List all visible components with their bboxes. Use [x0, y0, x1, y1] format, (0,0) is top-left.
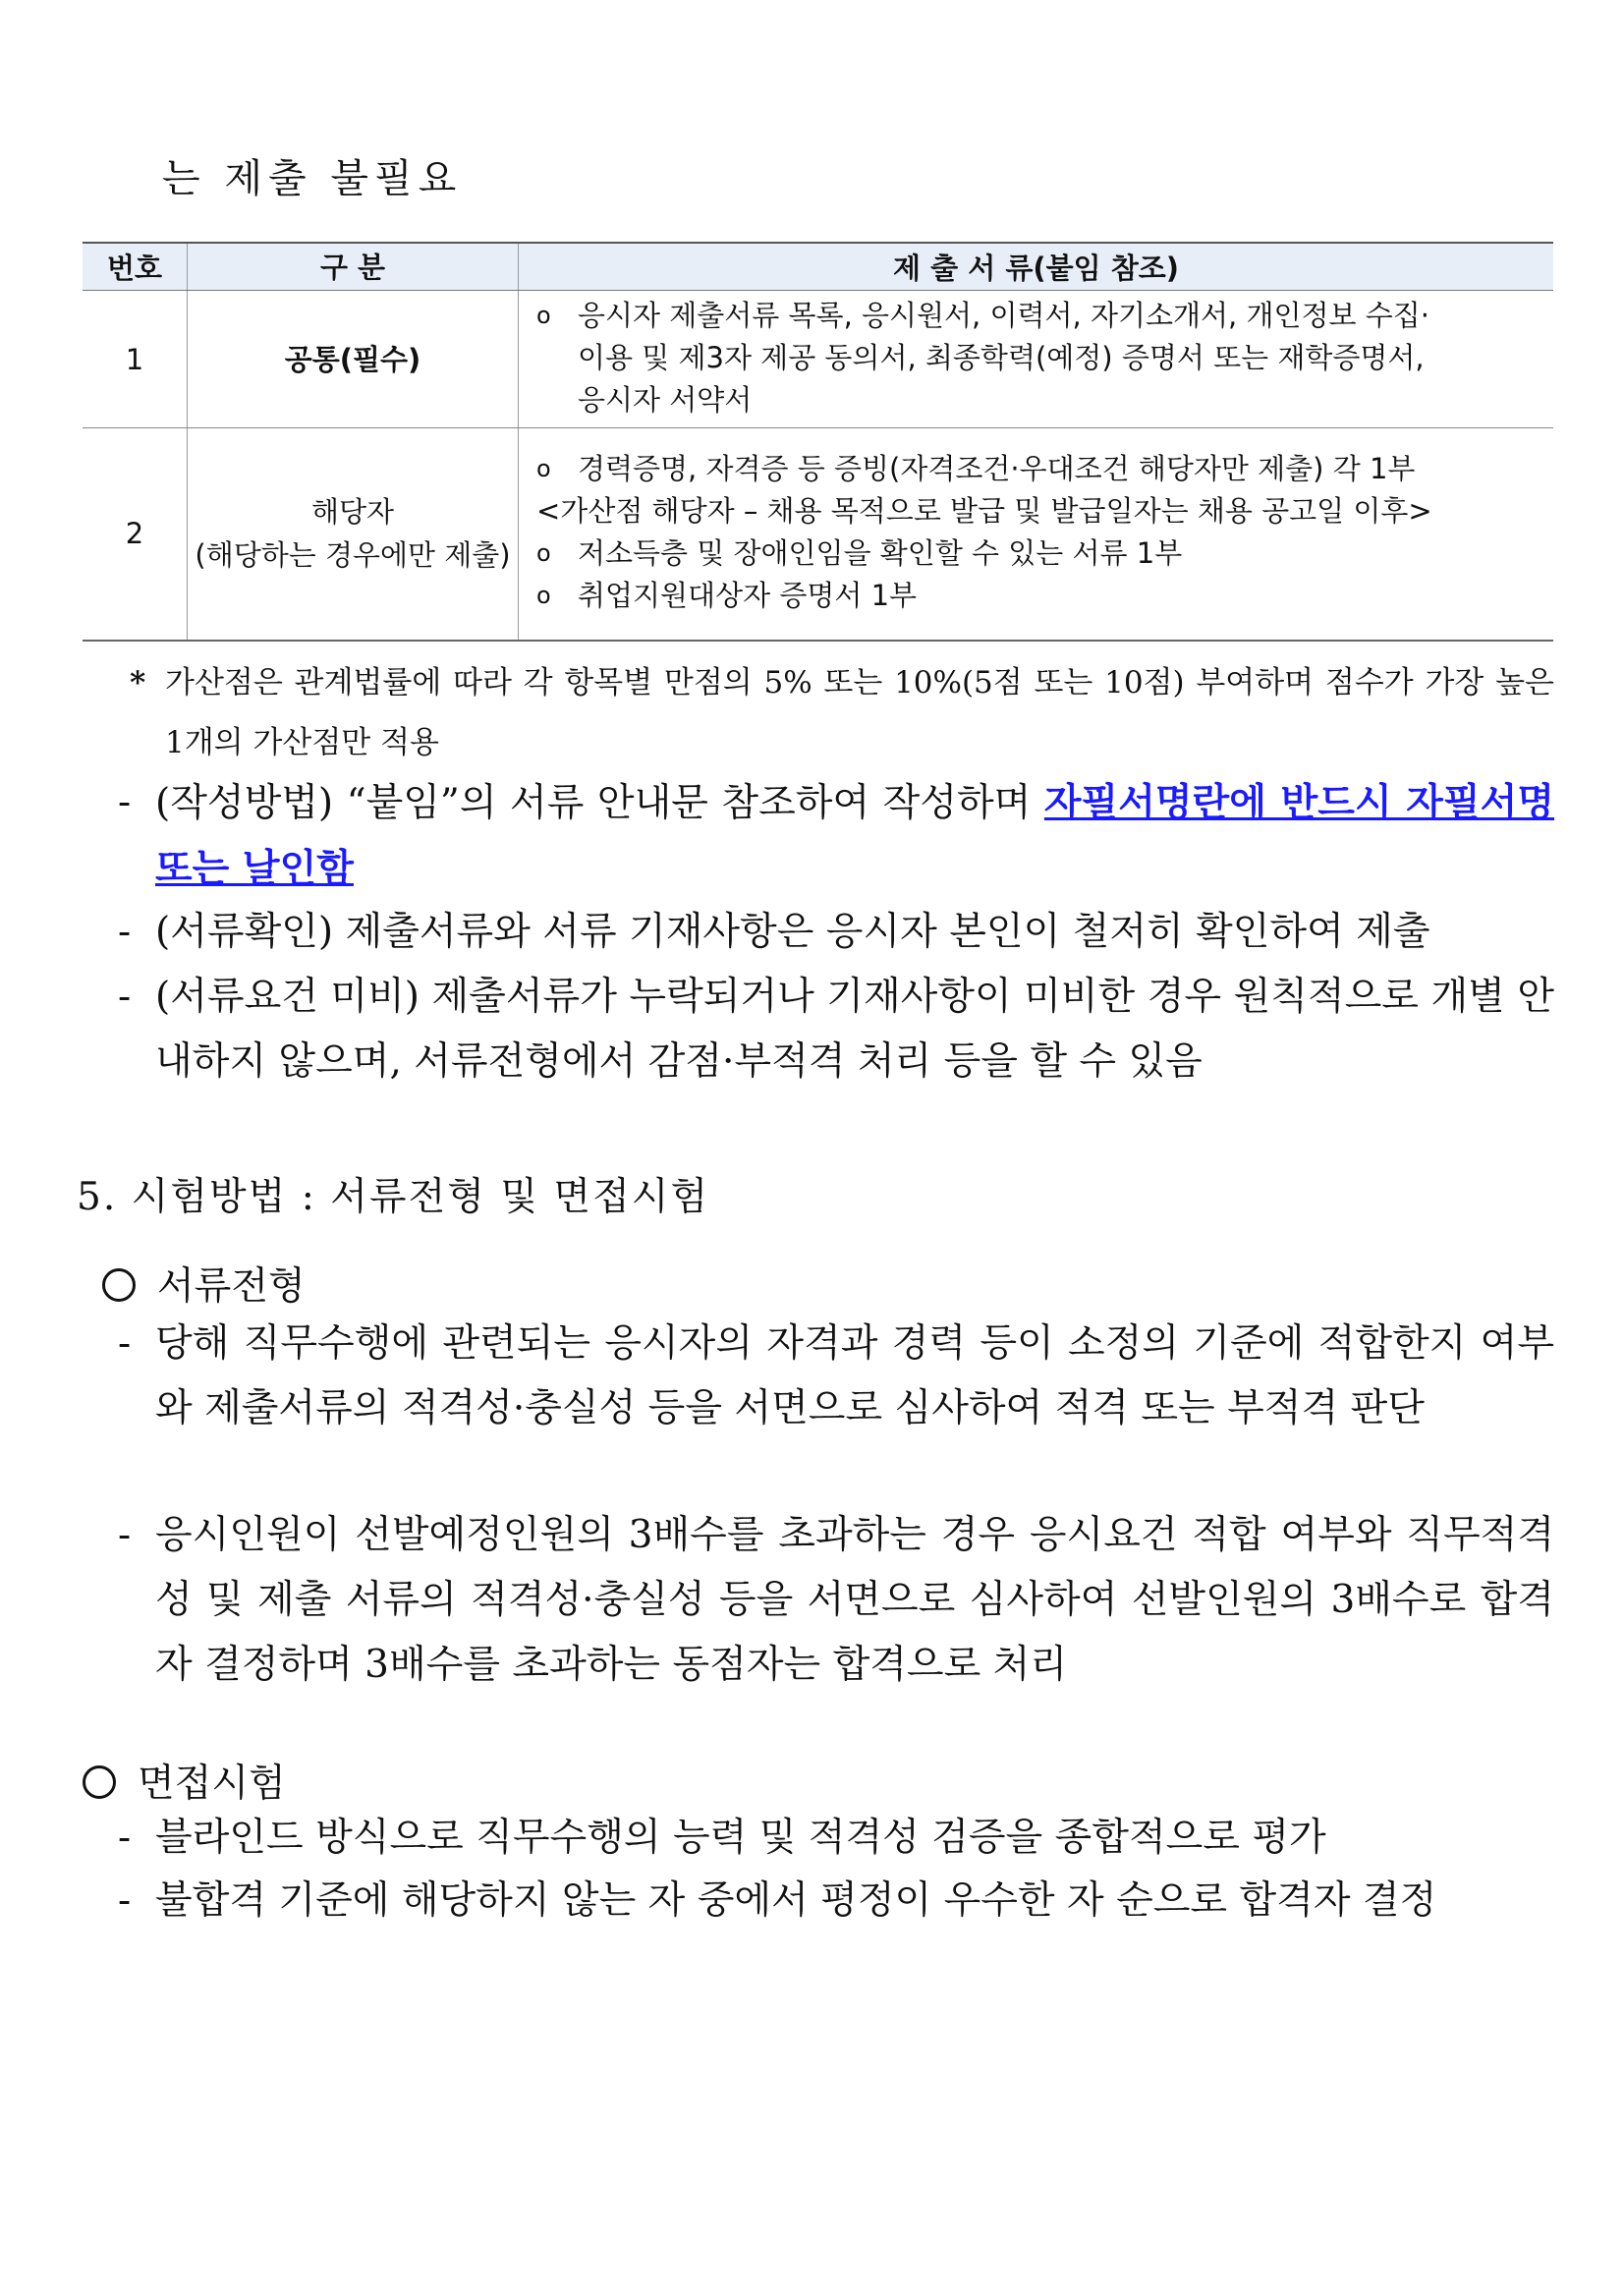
section-title: 5. 시험방법 : 서류전형 및 면접시험 [77, 1175, 710, 1219]
circle-bullet-icon [83, 1765, 116, 1799]
table-row [83, 291, 1553, 428]
documents-table [83, 242, 1553, 642]
interview-item: - 블라인드 방식으로 직무수행의 능력 및 적격성 검증을 종합적으로 평가 [118, 1806, 1554, 1871]
document-line: o 취업지원대상자 증명서 1부 [536, 575, 1540, 617]
document-line: 응시자 서약서 [578, 383, 753, 417]
header-number: 번호 [83, 243, 188, 291]
doc-screening-item: - 응시인원이 선발예정인원의 3배수를 초과하는 경우 응시요건 적합 여부와 직무적격성 및 제출 서류의 적격성·충실성 등을 서면으로 심사하여 선발인원의 3배수로 합격자 결정하며 3배수를 초과하는 동점자는 합격으로 처리 [118, 1503, 1554, 1698]
dash-icon: - [118, 1816, 132, 1860]
doc-screening-item: - 당해 직무수행에 관련되는 응시자의 자격과 경력 등이 소정의 기준에 적합한지 여부와 제출서류의 적격성·충실성 등을 서면으로 심사하여 적격 또는 부적격 판단 [118, 1312, 1554, 1441]
circle-bullet-icon: o [536, 582, 551, 610]
dash-icon: - [118, 975, 132, 1019]
row-category: 해당자 (해당하는 경우에만 제출) [188, 428, 519, 641]
bonus-points-note: * 가산점은 관계법률에 따라 각 항목별 만점의 5% 또는 10%(5점 또는 10점) 부여하며 점수가 가장 높은 1개의 가산점만 적용 [130, 653, 1554, 773]
dash-icon: - [118, 1878, 132, 1923]
header-documents: 제 출 서 류(붙임 참조) [519, 243, 1554, 291]
row-category: 공통(필수) [188, 291, 519, 428]
header-category: 구 분 [188, 243, 519, 291]
circle-bullet-icon [102, 1268, 136, 1302]
document-line: 이용 및 제3자 제공 동의서, 최종학력(예정) 증명서 또는 재학증명서, [578, 341, 1425, 374]
table-header-row [83, 243, 1553, 291]
interview-item: - 불합격 기준에 해당하지 않는 자 중에서 평정이 우수한 자 순으로 합격자 결정 [118, 1869, 1554, 1933]
document-line: <가산점 해당자 – 채용 목적으로 발급 및 발급일자는 채용 공고일 이후> [536, 494, 1432, 529]
table-row [83, 428, 1553, 641]
circle-bullet-icon: o [536, 539, 551, 568]
document-line: o 경력증명, 자격증 등 증빙(자격조건·우대조건 해당자만 제출) 각 1부 [536, 448, 1540, 490]
subsection-doc-screening: 서류전형 [102, 1256, 306, 1311]
row-number: 2 [83, 428, 188, 641]
asterisk-icon: * [130, 665, 146, 700]
circle-bullet-icon: o [536, 302, 551, 329]
subsection-interview: 면접시험 [83, 1753, 286, 1808]
continuation-text: 는 제출 불필요 [162, 156, 463, 201]
document-line: o 저소득층 및 장애인임을 확인할 수 있는 서류 1부 [536, 532, 1540, 575]
row-documents [519, 291, 1554, 428]
document-line: o 응시자 제출서류 목록, 응시원서, 이력서, 자기소개서, 개인정보 수집· [536, 295, 1540, 337]
circle-bullet-icon: o [536, 455, 551, 483]
row-number: 1 [83, 291, 188, 428]
dash-icon: - [118, 780, 132, 824]
bullet-writing-method: - (작성방법) “붙임”의 서류 안내문 참조하여 작성하며 자필서명란에 반드시 자필서명 또는 날인함 [118, 770, 1554, 902]
signature-requirement: 자필서명란에 반드시 자필서명 또는 날인함 [155, 780, 1555, 891]
dash-icon: - [118, 1513, 132, 1557]
dash-icon: - [118, 910, 132, 954]
dash-icon: - [118, 1321, 132, 1366]
bullet-incomplete-documents: - (서류요건 미비) 제출서류가 누락되거나 기재사항이 미비한 경우 원칙적으로 개별 안내하지 않으며, 서류전형에서 감점·부적격 처리 등을 할 수 있음 [118, 965, 1554, 1094]
bullet-document-check: - (서류확인) 제출서류와 서류 기재사항은 응시자 본인이 철저히 확인하여 제출 [118, 900, 1554, 965]
row-documents [519, 428, 1554, 641]
